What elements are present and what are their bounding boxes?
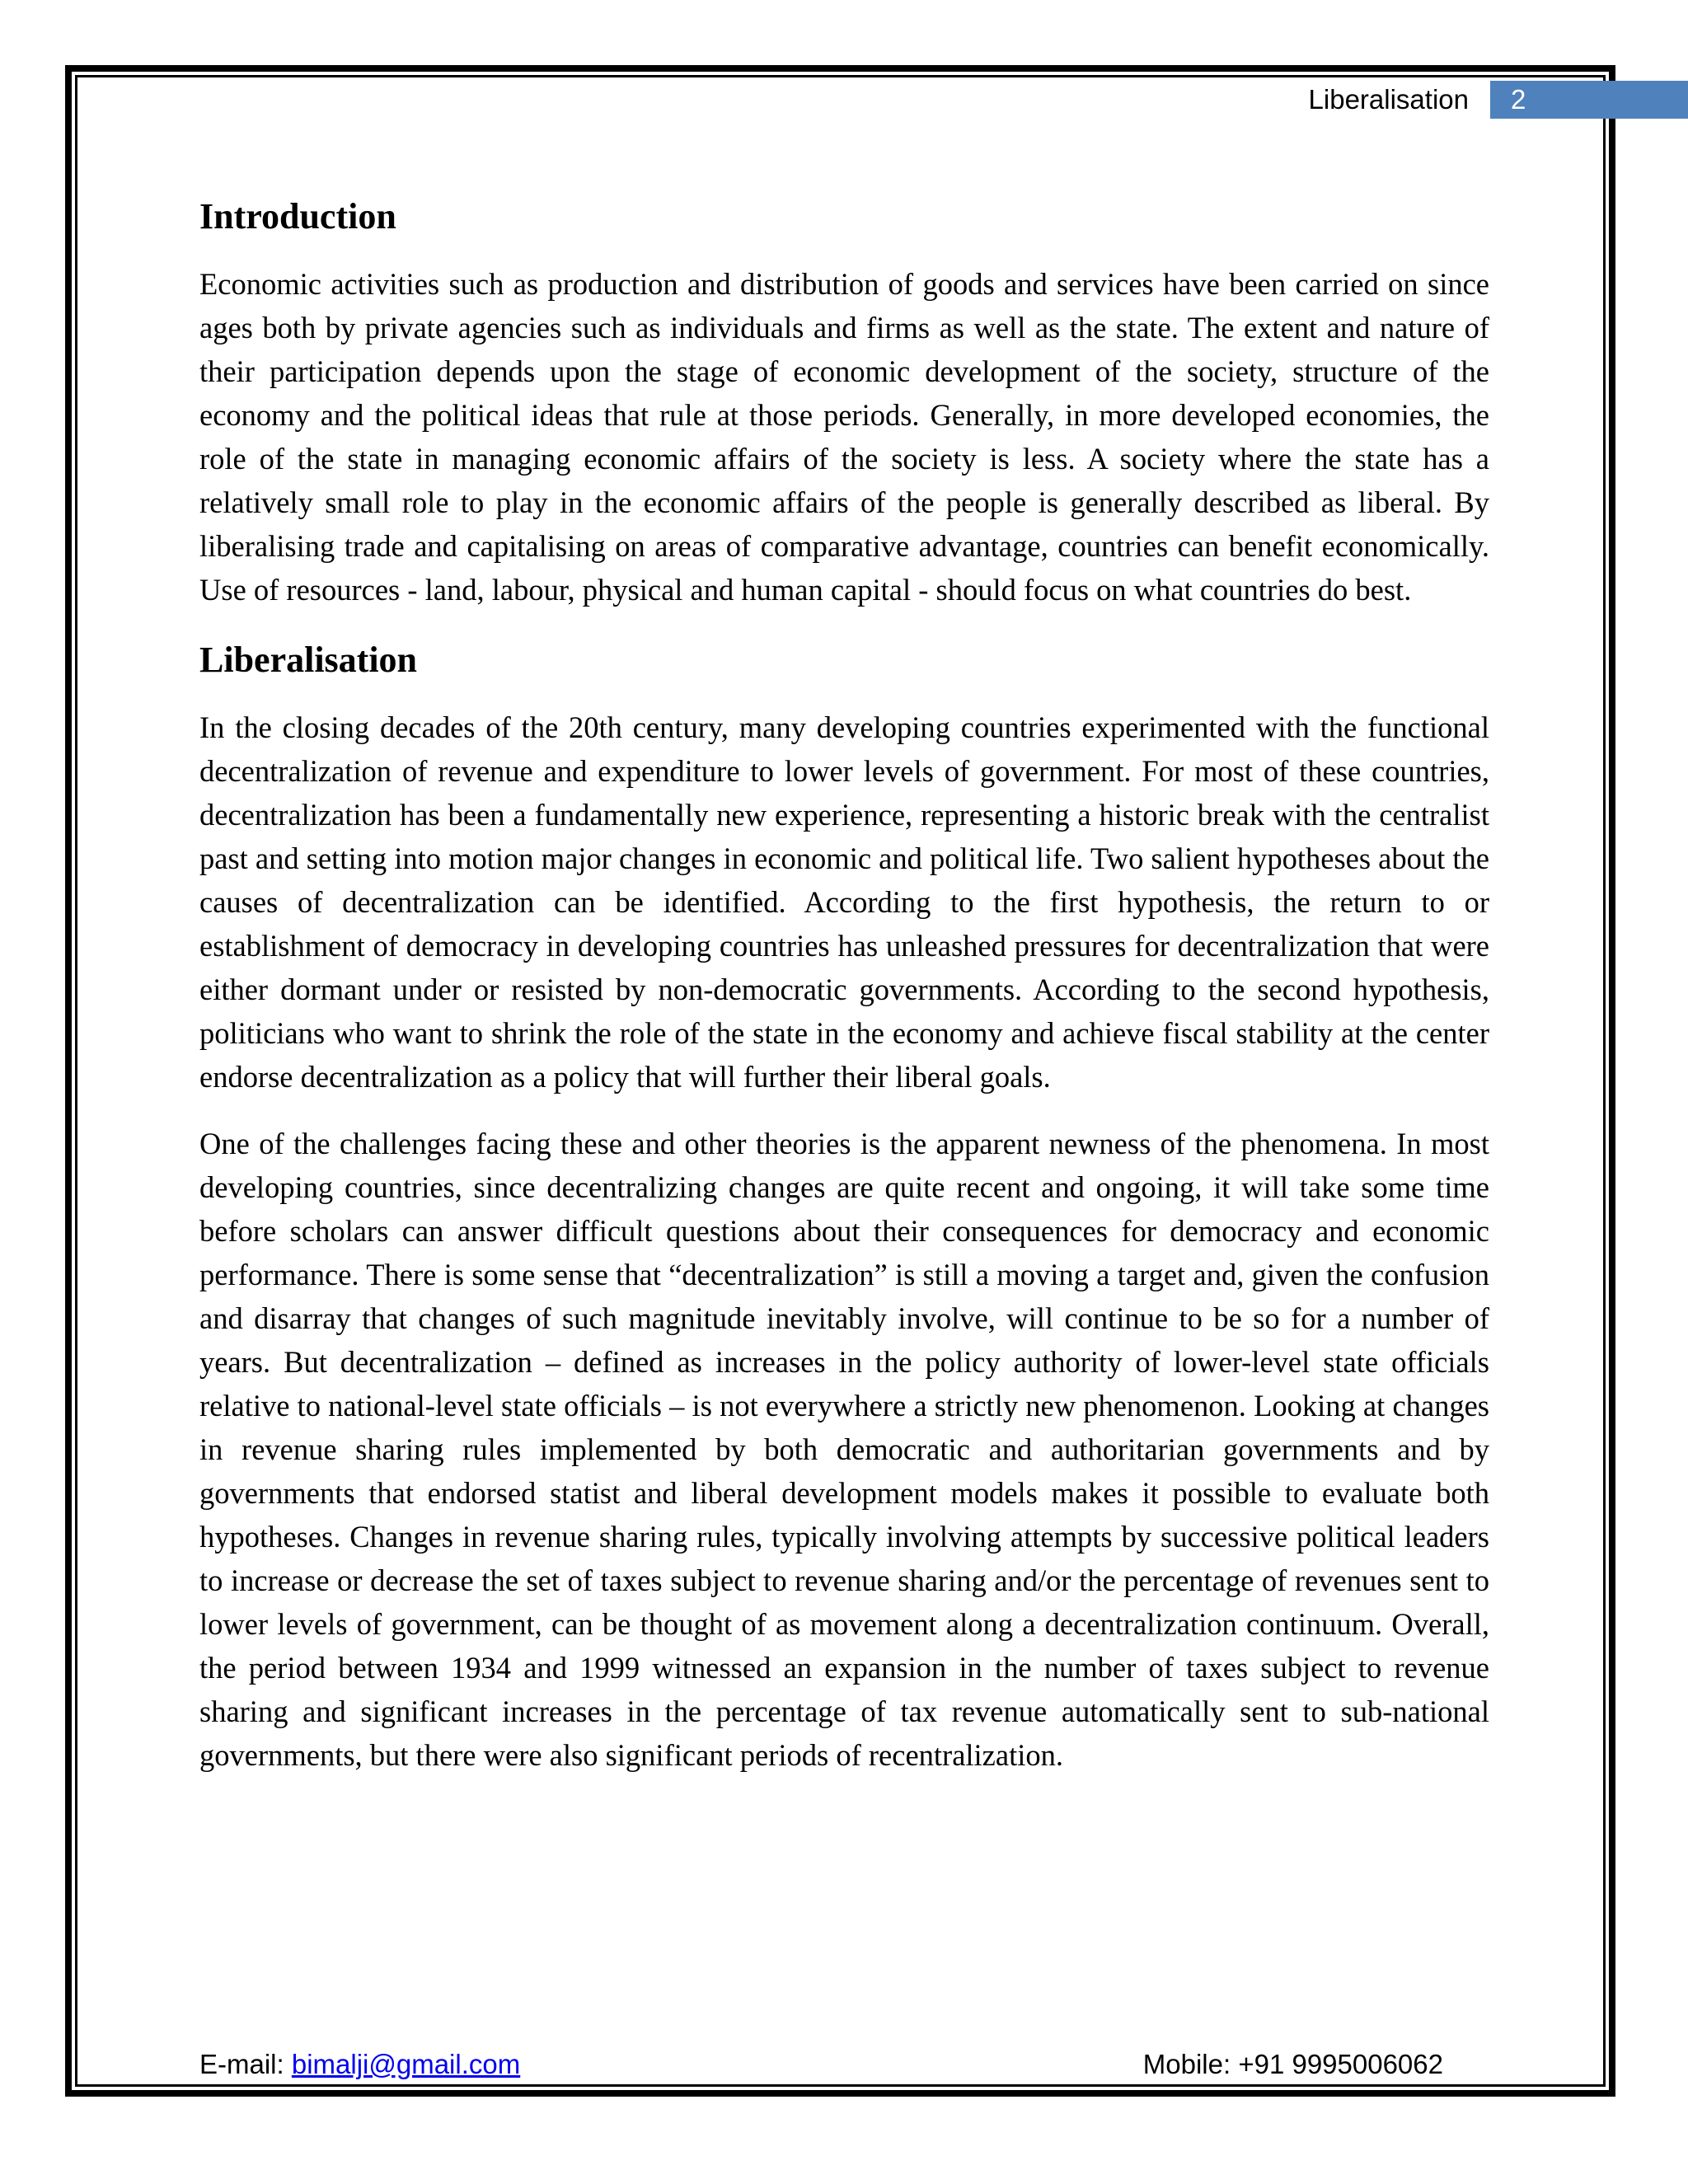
footer-email	[199, 2046, 520, 2083]
header-title: Liberalisation	[1308, 84, 1469, 115]
heading-liberalisation: Liberalisation	[199, 640, 418, 680]
paragraph-introduction: Economic activities such as production and distribution of goods and services have been carried on since ages both by private agencies such as individuals and firms as well as the state. The extent and nature of their participation depends upon the stage of economic development of the society, structure of the economy and the political ideas that rule at those periods. Generally, in more developed economies, the role of the state in managing economic affairs of the society is less. A society where the state has a relatively small role to play in the economic affairs of the people is generally described as liberal. By liberalising trade and capitalising on areas of comparative advantage, countries can benefit economically. Use of resources - land, labour, physical and human capital - should focus on what countries do best.	[199, 267, 1489, 607]
email-link[interactable]: bimalji@gmail.com	[291, 2049, 521, 2079]
page-number: 2	[1511, 84, 1526, 115]
paragraph-liberalisation-2: One of the challenges facing these and other theories is the apparent newness of the phenomena. In most developing countries, since decentralizing changes are quite recent and ongoing, it will take some time before scholars can answer difficult questions about their consequences for democracy and economic performance. There is some sense that “decentralization” is still a moving a target and, given the confusion and disarray that changes of such magnitude inevitably involve, will continue to be so for a number of years. But decentralization – defined as increases in the policy authority of lower-level state officials relative to national-level state officials – is not everywhere a strictly new phenomenon. Looking at changes in revenue sharing rules implemented by both democratic and authoritarian governments and by governments that endorsed statist and liberal development models makes it possible to evaluate both hypotheses. Changes in revenue sharing rules, typically involving attempts by successive political leaders to increase or decrease the set of taxes subject to revenue sharing and/or the percentage of revenues sent to lower levels of government, can be thought of as movement along a decentralization continuum. Overall, the period between 1934 and 1999 witnessed an expansion in the number of taxes subject to revenue sharing and significant increases in the percentage of tax revenue automatically sent to sub-national governments, but there were also significant periods of recentralization.	[199, 1127, 1489, 1772]
page-number-accent-bar	[1611, 81, 1688, 119]
paragraph-liberalisation-1: In the closing decades of the 20th century, many developing countries experimented with the functional decentralization of revenue and expenditure to lower levels of government. For most of these countries, decentralization has been a fundamentally new experience, representing a historic break with the centralist past and setting into motion major changes in economic and political life. Two salient hypotheses about the causes of decentralization can be identified. According to the first hypothesis, the return to or establishment of democracy in developing countries has unleashed pressures for decentralization that were either dormant under or resisted by non-democratic governments. According to the second hypothesis, politicians who want to shrink the role of the state in the economy and achieve fiscal stability at the center endorse decentralization as a policy that will further their liberal goals.	[199, 710, 1489, 1094]
heading-introduction: Introduction	[199, 196, 396, 237]
footer-mobile: Mobile: +91 9995006062	[1142, 2049, 1443, 2079]
page-number-box	[1490, 81, 1611, 119]
footer-email-label: E-mail:	[199, 2049, 292, 2079]
document-body	[199, 191, 1489, 1800]
